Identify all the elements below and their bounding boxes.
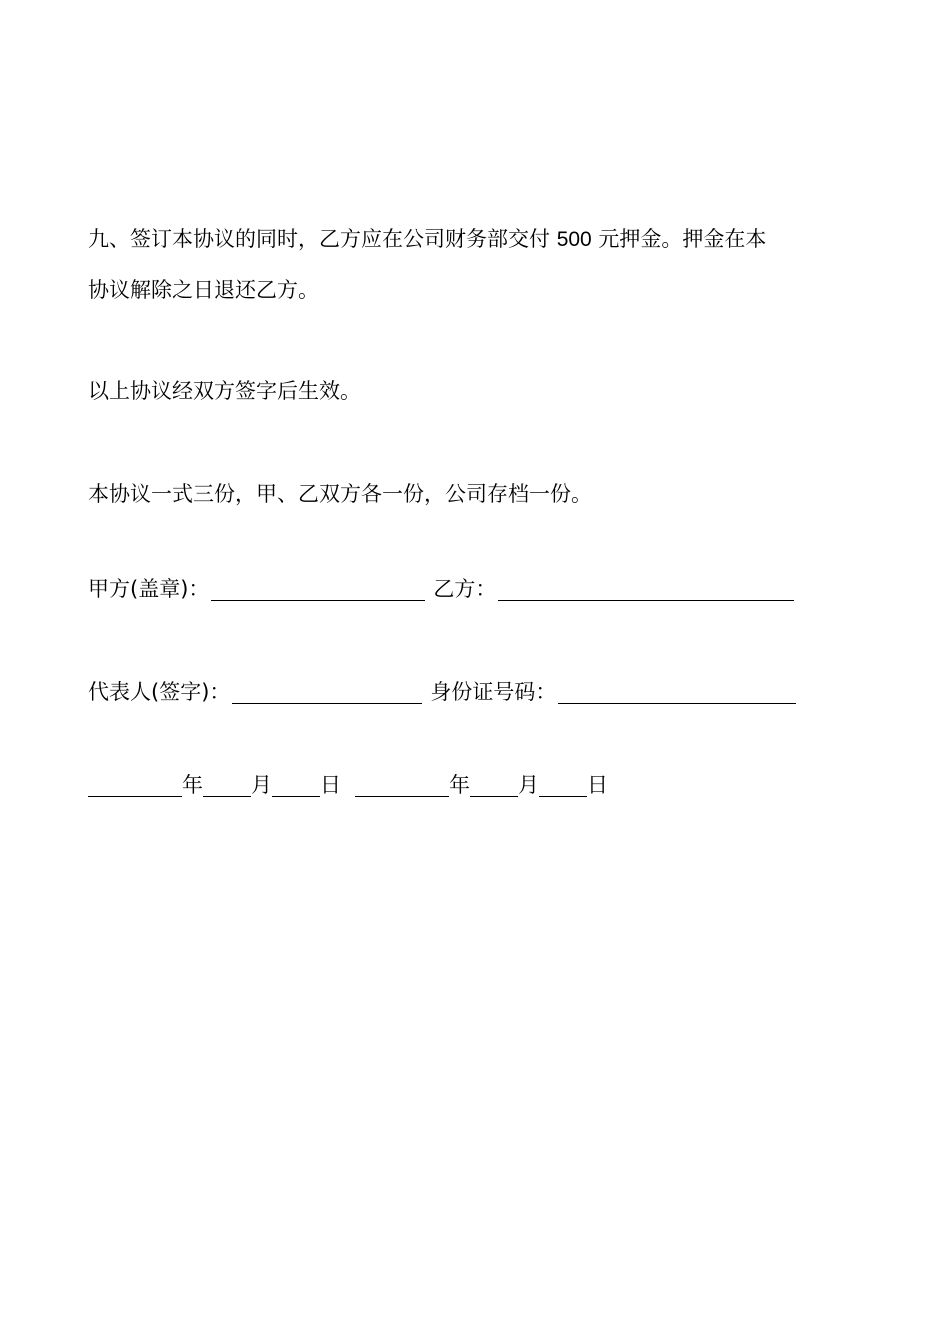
party-signature-line <box>88 564 878 615</box>
copies-statement: 本协议一式三份，甲、乙双方各一份，公司存档一份。 <box>88 482 592 506</box>
party-a-label: 甲方(盖章)： <box>88 577 210 601</box>
day-blank-b <box>539 773 587 797</box>
deposit-amount: 500 <box>556 228 592 251</box>
date-line <box>88 760 878 811</box>
party-a-blank <box>211 577 425 601</box>
month-blank-b <box>470 773 518 797</box>
year-label-b: 年 <box>449 773 470 797</box>
day-label-a: 日 <box>320 773 341 797</box>
clause-nine-line-2: 协议解除之日退还乙方。 <box>88 278 319 302</box>
year-blank-b <box>355 773 449 797</box>
clause-nine-text-start: 九、签订本协议的同时，乙方应在公司财务部交付 <box>88 227 557 251</box>
day-blank-a <box>272 773 320 797</box>
clause-nine <box>88 214 878 316</box>
id-number-blank <box>558 680 796 704</box>
effective-statement: 以上协议经双方签字后生效。 <box>88 379 361 403</box>
clause-nine-line-1 <box>88 214 878 265</box>
day-label-b: 日 <box>587 773 608 797</box>
representative-blank <box>232 680 422 704</box>
year-label-a: 年 <box>182 773 203 797</box>
representative-line <box>88 667 878 718</box>
month-label-b: 月 <box>518 773 539 797</box>
year-blank-a <box>88 773 182 797</box>
clause-nine-text-end: 元押金。押金在本 <box>591 227 767 251</box>
id-number-label: 身份证号码： <box>430 680 557 704</box>
party-b-blank <box>498 577 794 601</box>
month-blank-a <box>203 773 251 797</box>
party-b-label: 乙方： <box>433 577 497 601</box>
representative-label: 代表人(签字)： <box>88 680 231 704</box>
document-body <box>88 214 878 811</box>
month-label-a: 月 <box>251 773 272 797</box>
